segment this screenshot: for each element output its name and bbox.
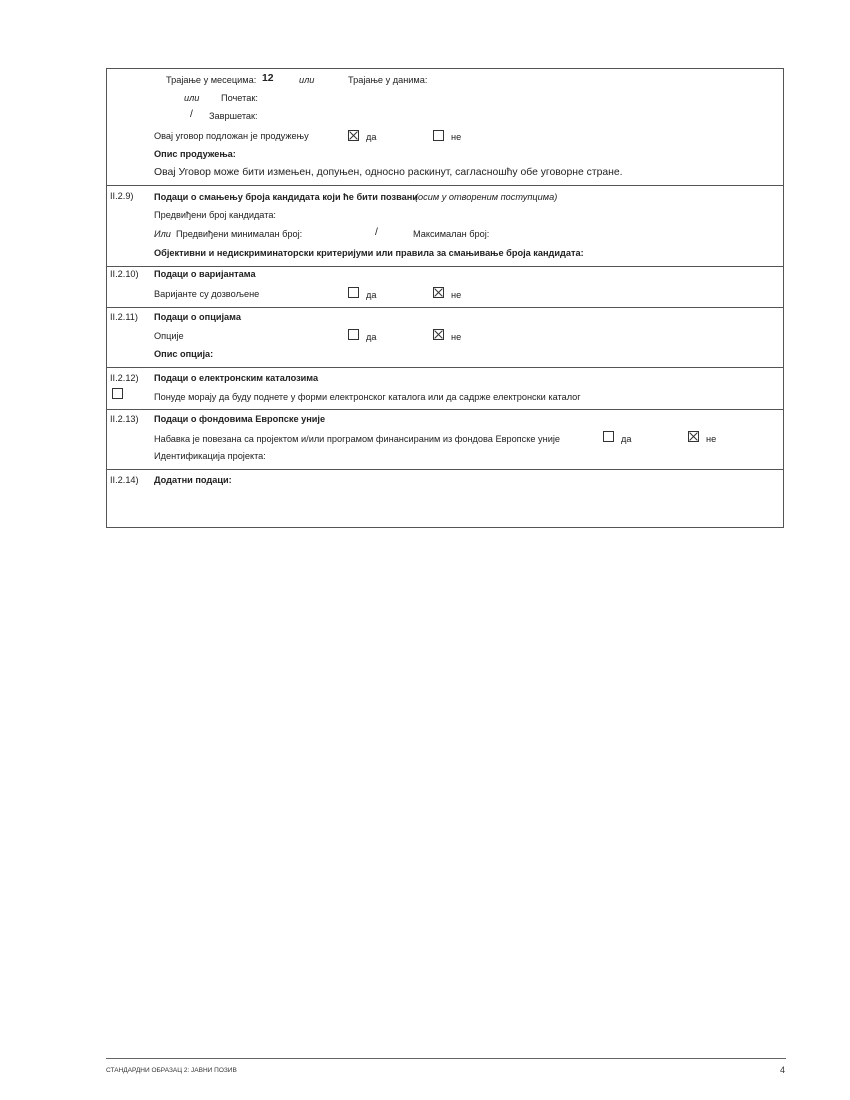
ext-desc-text: Овај Уговор може бити измењен, допуњен, односно раскинут, сагласношћу обе уговорне стране. <box>154 167 623 178</box>
options-no-checkbox[interactable] <box>433 329 444 340</box>
no-label: не <box>451 290 462 300</box>
planned-candidates-label: Предвиђени број кандидата: <box>154 210 276 220</box>
extension-yes-checkbox[interactable] <box>348 130 359 141</box>
options-desc-label: Опис опција: <box>154 349 214 359</box>
no-label: не <box>451 332 462 342</box>
or-text: или <box>299 75 315 85</box>
ext-desc-label: Опис продужења: <box>154 149 236 159</box>
row-divider <box>107 469 783 470</box>
variants-yes-checkbox[interactable] <box>348 287 359 298</box>
or-text: или <box>184 93 200 103</box>
section-code: II.2.14) <box>110 475 139 485</box>
row-divider <box>107 307 783 308</box>
section-code: II.2.12) <box>110 373 139 383</box>
yes-label: да <box>621 434 632 444</box>
or-text: Или <box>154 229 171 239</box>
eu-funds-yes-checkbox[interactable] <box>603 431 614 442</box>
end-label: Завршетак: <box>209 111 258 121</box>
variants-label: Варијанте су дозвољене <box>154 289 260 299</box>
section-code: II.2.11) <box>110 312 138 322</box>
yes-label: да <box>366 290 377 300</box>
slash: / <box>375 227 378 238</box>
row-divider <box>107 367 783 368</box>
row-divider <box>107 409 783 410</box>
variants-no-checkbox[interactable] <box>433 287 444 298</box>
footer-text: СТАНДАРДНИ ОБРАЗАЦ 2: ЈАВНИ ПОЗИВ <box>106 1067 237 1074</box>
max-number-label: Максималан број: <box>413 229 490 239</box>
row-divider <box>107 266 783 267</box>
no-label: не <box>451 132 462 142</box>
options-yes-checkbox[interactable] <box>348 329 359 340</box>
section-title: Подаци о варијантама <box>154 269 256 279</box>
section-code: II.2.9) <box>110 191 134 201</box>
section-code: II.2.10) <box>110 269 139 279</box>
months-label: Трајање у месецима: <box>166 75 257 85</box>
section-title: Додатни подаци: <box>154 475 232 485</box>
yes-label: да <box>366 332 377 342</box>
days-label: Трајање у данима: <box>348 75 428 85</box>
section-title: Подаци о електронским каталозима <box>154 373 319 383</box>
criteria-label: Објективни и недискриминаторски критеријуми или правила за смањивање броја кандидата: <box>154 248 584 258</box>
no-label: не <box>706 434 717 444</box>
slash: / <box>190 109 193 120</box>
min-number-label: Предвиђени минималан број: <box>176 229 303 239</box>
page-number: 4 <box>780 1065 786 1075</box>
section-code: II.2.13) <box>110 414 139 424</box>
eu-funds-label: Набавка је повезана са пројектом и/или програмом финансираним из фондова Европске уније <box>154 434 560 444</box>
extension-no-checkbox[interactable] <box>433 130 444 141</box>
options-label: Опције <box>154 331 184 341</box>
section-title: Подаци о фондовима Европске уније <box>154 414 326 424</box>
footer-divider <box>106 1058 786 1059</box>
row-divider <box>107 185 783 186</box>
eu-funds-no-checkbox[interactable] <box>688 431 699 442</box>
section-title: Подаци о опцијама <box>154 312 241 322</box>
project-id-label: Идентификација пројекта: <box>154 451 266 461</box>
months-value: 12 <box>262 73 274 84</box>
section-title: Подаци о смањењу броја кандидата који ће бити позвани <box>154 192 418 202</box>
e-catalog-label: Понуде морају да буду поднете у форми електронског каталога или да садрже електронски каталог <box>154 392 581 402</box>
start-label: Почетак: <box>221 93 258 103</box>
extension-label: Овај уговор подложан је продужењу <box>154 131 309 141</box>
section-title-note: (осим у отвореним поступцима) <box>415 192 558 202</box>
yes-label: да <box>366 132 377 142</box>
e-catalog-checkbox[interactable] <box>112 388 123 399</box>
